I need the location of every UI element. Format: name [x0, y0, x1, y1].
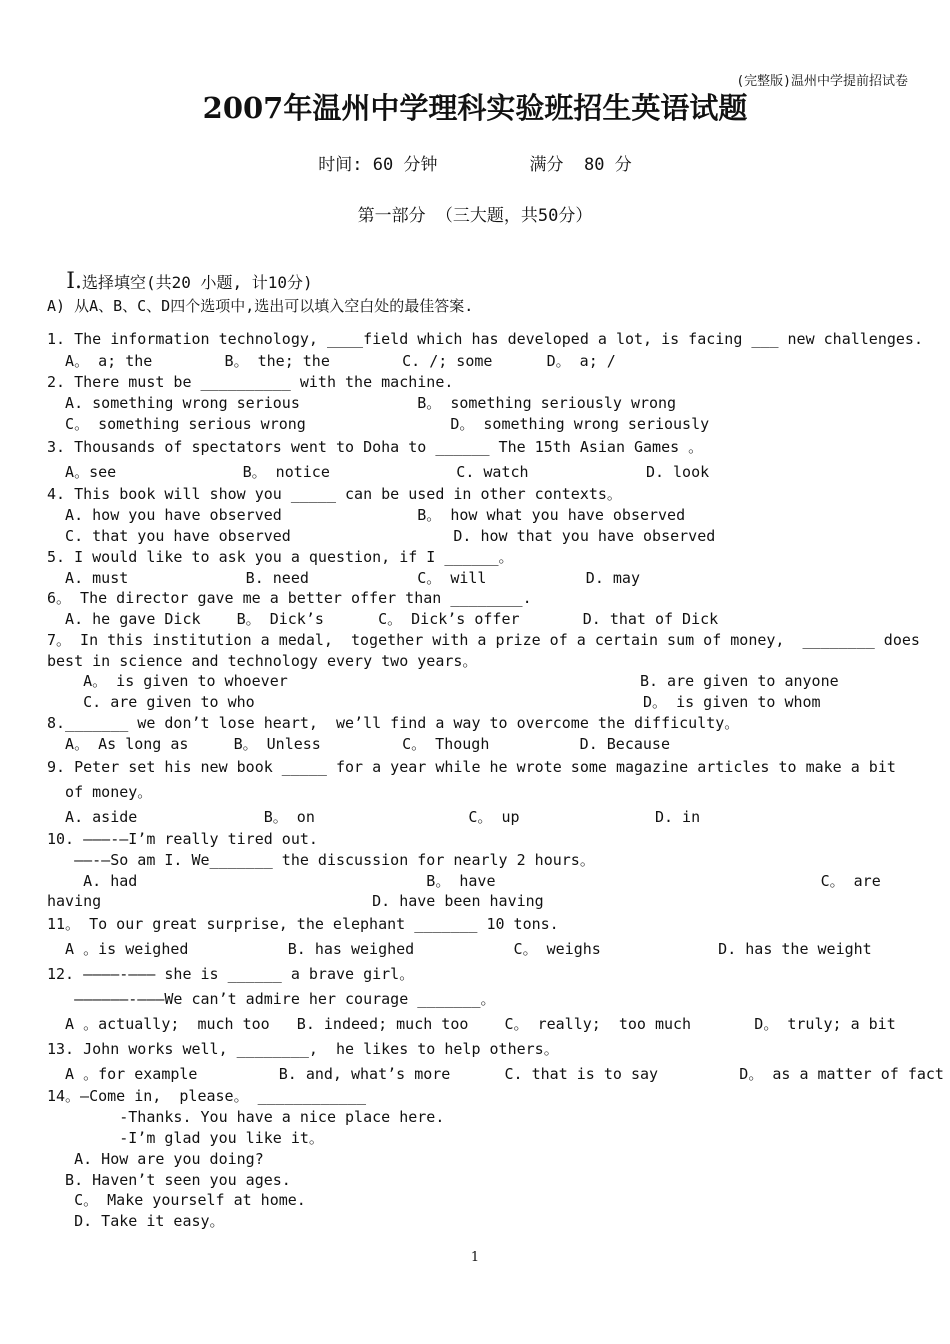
page-title: 2007年温州中学理科实验班招生英语试题: [202, 91, 748, 125]
question-line: A. how you have observed B。 how what you have observed: [47, 506, 686, 524]
question-line: 6。 The director gave me a better offer than ________.: [47, 589, 532, 607]
question-line: A。 As long as B。 Unless C。 Though D. Because: [47, 735, 670, 753]
section-heading: [47, 250, 313, 294]
question-line: 1. The information technology, ____field which has developed a lot, is facing ___ new challenges.: [47, 330, 923, 348]
question-line: 8._______ we don’t lose heart, we’ll find a way to overcome the difficulty。: [47, 714, 740, 732]
question-line: C。 something serious wrong D。 something wrong seriously: [47, 415, 710, 433]
question-line: ——-—So am I. We_______ the discussion for nearly 2 hours。: [47, 851, 595, 869]
question-line: B. Haven’t seen you ages.: [47, 1171, 291, 1189]
page-number: 1: [470, 1250, 480, 1265]
question-line: 14。—Come in, please。 ____________: [47, 1087, 366, 1105]
section-title: 选择填空(共20 小题, 计10分): [81, 273, 313, 292]
question-line: A. must B. need C。 will D. may: [47, 569, 640, 587]
question-line: A. something wrong serious B。 something seriously wrong: [47, 394, 677, 412]
question-line: 12. ————-——— she is ______ a brave girl。: [47, 965, 415, 983]
question-line: A. aside B。 on C。 up D. in: [47, 808, 701, 826]
question-line: A。see B。 notice C. watch D. look: [47, 463, 710, 481]
exam-info: 时间: 60 分钟 满分 80 分: [318, 155, 632, 175]
question-line: A。 is given to whoever B. are given to anyone: [47, 672, 839, 690]
question-line: 2. There must be __________ with the machine.: [47, 373, 454, 391]
question-line: having D. have been having: [47, 892, 544, 910]
part-heading: 第一部分 （三大题，共50分）: [357, 206, 593, 226]
question-line: -I’m glad you like it。: [47, 1129, 324, 1147]
question-line: 10. ———-—I’m really tired out.: [47, 830, 318, 848]
question-line: A 。for example B. and, what’s more C. that is to say D。 as a matter of fact: [47, 1065, 944, 1083]
section-number: Ⅰ.: [66, 269, 82, 294]
question-line: 13. John works well, ________, he likes to help others。: [47, 1040, 559, 1058]
question-line: 9. Peter set his new book _____ for a year while he wrote some magazine articles to make a bit: [47, 758, 896, 776]
subsection-instruction: A) 从A、B、C、D四个选项中,选出可以填入空白处的最佳答案.: [47, 297, 474, 315]
question-line: of money。: [47, 783, 153, 801]
header-note: (完整版)温州中学提前招试卷: [736, 74, 908, 89]
question-line: A. had B。 have C。 are: [47, 872, 881, 890]
question-line: 7。 In this institution a medal, together with a prize of a certain sum of money, ________ does: [47, 631, 920, 649]
question-line: A。 a; the B。 the; the C. /; some D。 a; /: [47, 352, 616, 370]
question-line: C. are given to who D。 is given to whom: [47, 693, 821, 711]
question-line: -Thanks. You have a nice place here.: [47, 1108, 445, 1126]
question-line: 5. I would like to ask you a question, if I ______。: [47, 548, 514, 566]
question-line: A 。is weighed B. has weighed C。 weighs D. has the weight: [47, 940, 872, 958]
question-line: A. he gave Dick B。 Dick’s C。 Dick’s offer D. that of Dick: [47, 610, 719, 628]
question-line: ——————-———We can’t admire her courage _______。: [47, 990, 496, 1008]
question-line: C。 Make yourself at home.: [47, 1191, 306, 1209]
question-line: 4. This book will show you _____ can be used in other contexts。: [47, 485, 622, 503]
question-line: best in science and technology every two years。: [47, 652, 478, 670]
question-line: A 。actually; much too B. indeed; much too C。 really; too much D。 truly; a bit: [47, 1015, 896, 1033]
question-line: A. How are you doing?: [47, 1150, 264, 1168]
question-line: C. that you have observed D. how that you have observed: [47, 527, 716, 545]
question-line: 3. Thousands of spectators went to Doha to ______ The 15th Asian Games 。: [47, 438, 704, 456]
question-line: 11。 To our great surprise, the elephant _______ 10 tons.: [47, 915, 559, 933]
question-line: D. Take it easy。: [47, 1212, 225, 1230]
